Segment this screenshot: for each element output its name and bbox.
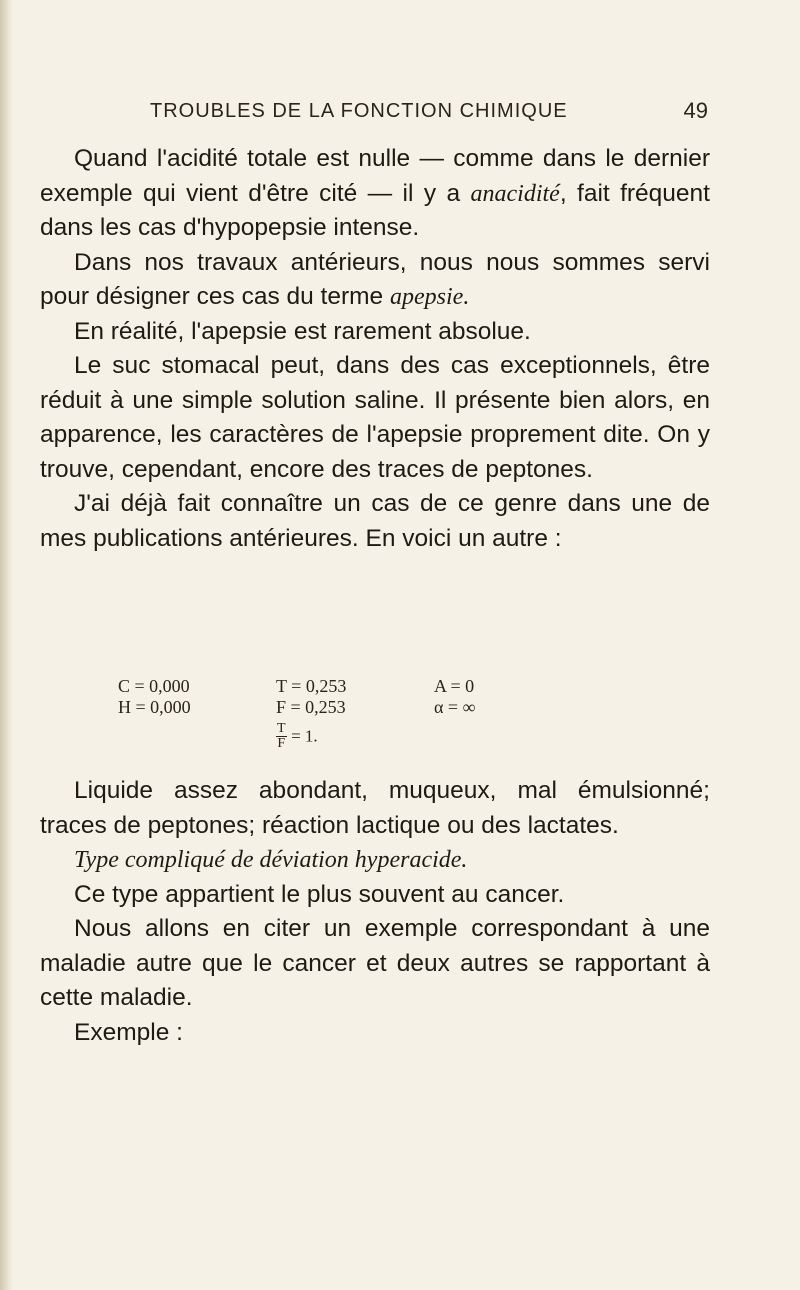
fraction-value: = 1. (291, 726, 318, 746)
fraction-numerator: T (277, 721, 286, 736)
formula-value-f: F = 0,253 (276, 697, 346, 717)
formula-row (118, 676, 638, 697)
formula-value-alpha: α = ∞ (434, 697, 476, 717)
paragraph (40, 246, 710, 315)
body-text-bottom (40, 774, 710, 1050)
text-run: Nous allons en citer un exemple correspondant à une maladie autre que le cancer et deux autres se rapportant à cette maladie. (40, 915, 710, 1011)
chemistry-formula (118, 676, 638, 751)
formula-value-c: C = 0,000 (118, 676, 190, 696)
page-edge-shadow (0, 0, 14, 1290)
formula-row (118, 697, 638, 718)
text-run: Exemple : (74, 1018, 183, 1046)
paragraph (40, 487, 710, 556)
paragraph (40, 774, 710, 843)
paragraph (40, 142, 710, 246)
text-run: Le suc stomacal peut, dans des cas exceptionnels, être réduit à une simple solution saline. Il présente bien alors, en apparence, les caractères de l'apepsie proprement dite. On y trouve, cependant, encore des traces de peptones. (40, 352, 710, 483)
text-run: En réalité, l'apepsie est rarement absolue. (74, 317, 531, 345)
fraction (276, 722, 287, 751)
text-run: Liquide assez abondant, muqueux, mal émulsionné; traces de peptones; réaction lactique ou des lactates. (40, 777, 710, 839)
text-run-italic: anacidité (470, 180, 560, 207)
paragraph (40, 1016, 710, 1051)
formula-ratio (276, 722, 318, 751)
page-number: 49 (683, 98, 708, 123)
text-run: Dans nos travaux antérieurs, nous nous sommes servi pour désigner ces cas du terme (40, 248, 710, 310)
text-run: , fait fréquent dans les cas d'hypopepsie intense. (40, 179, 710, 241)
paragraph (40, 315, 710, 350)
text-run-italic: Type compliqué de déviation hyperacide. (74, 847, 468, 873)
body-text-top (40, 142, 710, 556)
formula-value-h: H = 0,000 (118, 697, 191, 717)
section-heading (40, 843, 710, 878)
text-run: Quand l'acidité totale est nulle — comme dans le dernier exemple qui vient d'être cité — il y a (40, 145, 710, 207)
paragraph (40, 878, 710, 913)
text-run: J'ai déjà fait connaître un cas de ce genre dans une de mes publications antérieures. En voici un autre : (40, 490, 710, 552)
fraction-denominator: F (277, 736, 286, 751)
paragraph (40, 349, 710, 487)
text-run-italic: apepsie. (390, 284, 470, 310)
formula-value-t: T = 0,253 (276, 676, 347, 696)
formula-value-a: A = 0 (434, 676, 475, 696)
running-title: TROUBLES DE LA FONCTION CHIMIQUE (150, 100, 568, 122)
text-run: Ce type appartient le plus souvent au cancer. (74, 880, 565, 908)
paragraph (40, 912, 710, 1016)
